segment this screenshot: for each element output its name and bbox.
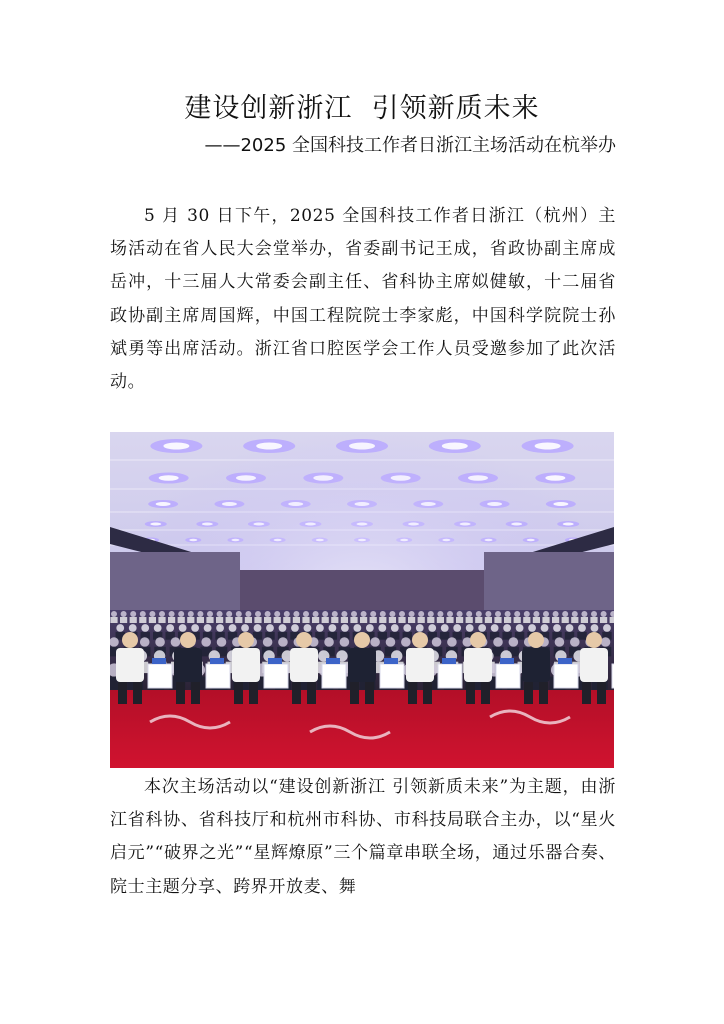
- paragraph-2: 本次主场活动以“建设创新浙江 引领新质未来”为主题，由浙江省科协、省科技厅和杭州市科协、市科技局联合主办，以“星火启元”“破界之光”“星辉燎原”三个篇章串联全场，通过乐器合奏、院士主题分享、跨界开放麦、舞: [110, 777, 616, 897]
- paragraph-1: 5 月 30 日下午，2025 全国科技工作者日浙江（杭州）主场活动在省人民大会堂举办，省委副书记王成，省政协副主席成岳冲，十三届人大常委会副主任、省科协主席姒健敏，十二届省政协副主席周国辉，中国工程院院士李家彪，中国科学院院士孙斌勇等出席活动。浙江省口腔医学会工作人员受邀参加了此次活动。: [110, 206, 616, 393]
- red-carpet: [110, 690, 614, 768]
- back-wall: [230, 570, 494, 610]
- document-title: 建设创新浙江 引领新质未来: [184, 93, 540, 124]
- event-photo: [110, 432, 614, 768]
- document-subtitle: ——2025 全国科技工作者日浙江主场活动在杭举办: [204, 135, 616, 156]
- conference-hall-image: [110, 432, 614, 768]
